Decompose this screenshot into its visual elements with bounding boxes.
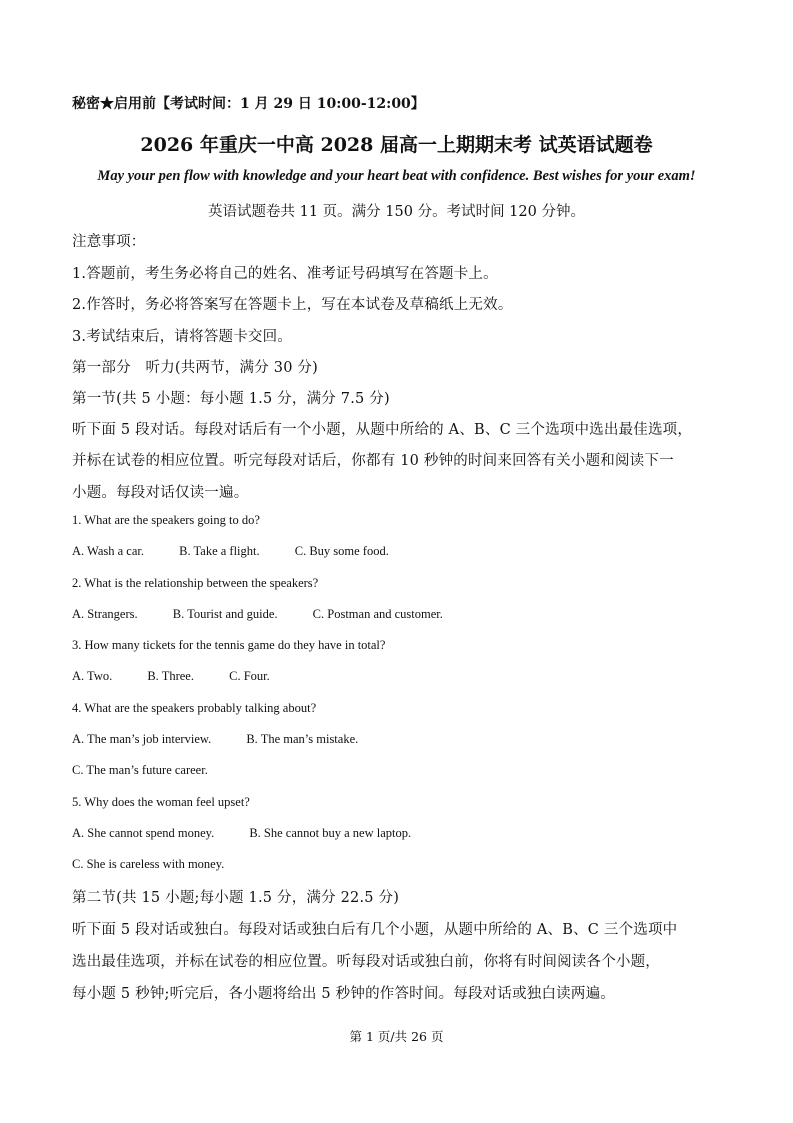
exam-title: 2026 年重庆一中高 2028 届高一上期期末考 试英语试题卷 bbox=[140, 134, 653, 156]
page-number: 第 1 页/共 26 页 bbox=[349, 1029, 444, 1044]
section2-instruction: 选出最佳选项，并标在试卷的相应位置。听每段对话或独白前，你将有时间阅读各个小题， bbox=[72, 954, 660, 970]
notice-item: 1.答题前，考生务必将自己的姓名、准考证号码填写在答题卡上。 bbox=[72, 266, 498, 282]
confidential-line: 秘密★启用前【考试时间：1 月 29 日 10:00-12:00】 bbox=[72, 96, 425, 112]
option-b[interactable]: B. The man’s mistake. bbox=[246, 732, 359, 746]
notice-item: 3.考试结束后，请将答题卡交回。 bbox=[72, 329, 293, 345]
option-b[interactable]: B. Tourist and guide. bbox=[172, 607, 278, 621]
section2-instruction: 每小题 5 秒钟;听完后，各小题将给出 5 秒钟的作答时间。每段对话或独白读两遍。 bbox=[72, 986, 615, 1002]
option-a[interactable]: A. Strangers. bbox=[72, 607, 138, 621]
question-options bbox=[72, 826, 443, 841]
section1-instruction: 听下面 5 段对话。每段对话后有一个小题，从题中所给的 A、B、C 三个选项中选出最佳选项， bbox=[72, 422, 693, 438]
option-a[interactable]: A. The man’s job interview. bbox=[72, 732, 212, 746]
question-text: 3. How many tickets for the tennis game do they have in total? bbox=[72, 638, 386, 652]
option-c[interactable]: C. Postman and customer. bbox=[312, 607, 443, 621]
option-a[interactable]: A. She cannot spend money. bbox=[72, 826, 215, 840]
section1-instruction: 小题。每段对话仅读一遍。 bbox=[72, 485, 249, 501]
section2-instruction: 听下面 5 段对话或独白。每段对话或独白后有几个小题，从题中所给的 A、B、C 三个选项中 bbox=[72, 922, 678, 938]
option-c[interactable]: C. The man’s future career. bbox=[72, 763, 208, 777]
option-c[interactable]: C. She is careless with money. bbox=[72, 857, 225, 871]
question-options bbox=[72, 544, 421, 559]
option-c[interactable]: C. Buy some food. bbox=[294, 544, 389, 558]
option-b[interactable]: B. Three. bbox=[147, 669, 194, 683]
option-c[interactable]: C. Four. bbox=[229, 669, 270, 683]
question-options bbox=[72, 669, 302, 684]
notice-item: 2.作答时，务必将答案写在答题卡上，写在本试卷及草稿纸上无效。 bbox=[72, 297, 513, 313]
notice-heading: 注意事项： bbox=[72, 234, 146, 250]
question-text: 5. Why does the woman feel upset? bbox=[72, 795, 250, 809]
question-options bbox=[72, 732, 390, 747]
question-text: 4. What are the speakers probably talking about? bbox=[72, 701, 317, 715]
option-b[interactable]: B. Take a flight. bbox=[179, 544, 260, 558]
motto: May your pen flow with knowledge and your heart beat with confidence. Best wishes for your exam! bbox=[97, 168, 696, 184]
option-a[interactable]: A. Two. bbox=[72, 669, 113, 683]
question-options bbox=[72, 607, 475, 622]
option-b[interactable]: B. She cannot buy a new laptop. bbox=[249, 826, 412, 840]
section2-heading: 第二节(共 15 小题;每小题 1.5 分，满分 22.5 分) bbox=[72, 890, 400, 906]
section1-instruction: 并标在试卷的相应位置。听完每段对话后，你都有 10 秒钟的时间来回答有关小题和阅读下一 bbox=[72, 453, 674, 469]
option-a[interactable]: A. Wash a car. bbox=[72, 544, 145, 558]
section1-heading: 第一节(共 5 小题：每小题 1.5 分，满分 7.5 分) bbox=[72, 391, 390, 407]
exam-info: 英语试题卷共 11 页。满分 150 分。考试时间 120 分钟。 bbox=[208, 204, 585, 220]
question-text: 2. What is the relationship between the speakers? bbox=[72, 576, 319, 590]
part1-heading: 第一部分 听力(共两节，满分 30 分) bbox=[72, 360, 318, 376]
question-text: 1. What are the speakers going to do? bbox=[72, 513, 260, 527]
